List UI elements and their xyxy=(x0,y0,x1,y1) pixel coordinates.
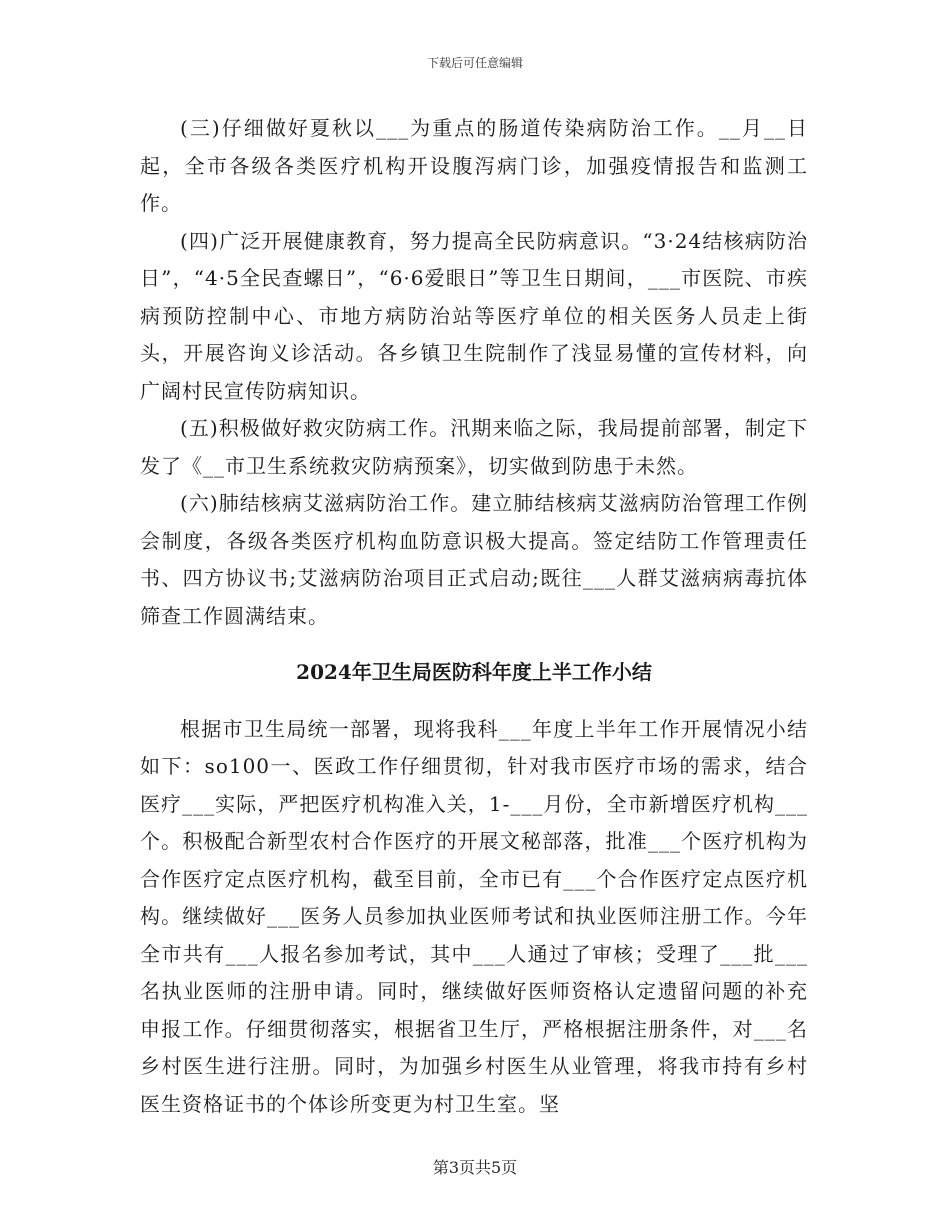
header-note: 下载后可任意编辑 xyxy=(426,56,523,70)
paragraph-wu: (五)积极做好救灾防病工作。汛期来临之际，我局提前部署，制定下发了《__市卫生系统救灾防病预案》，切实做到防患于未然。 xyxy=(140,416,808,478)
page-number: 第3页共5页 xyxy=(432,1158,518,1177)
paragraph-summary: 根据市卫生局统一部署，现将我科___年度上半年工作开展情况小结如下：so100一、医政工作仔细贯彻，针对我市医疗市场的需求，结合医疗___实际，严把医疗机构准入关，1-___月份，全市新增医疗机构___个。积极配合新型农村合作医疗的开展文秘部落，批准___个医疗机构为合作医疗定点医疗机构，截至目前，全市已有___个合作医疗定点医疗机构。继续做好___医务人员参加执业医师考试和执业医师注册工作。今年全市共有___人报名参加考试，其中___人通过了审核；受理了___批___名执业医师的注册申请。同时，继续做好医师资格认定遗留问题的补充申报工作。仔细贯彻落实，根据省卫生厅，严格根据注册条件，对___名乡村医生进行注册。同时，为加强乡村医生从业管理，将我市持有乡村医生资格证书的个体诊所变更为村卫生室。坚 xyxy=(140,716,808,1116)
section-title: 2024年卫生局医防科年度上半工作小结 xyxy=(296,660,652,684)
paragraph-liu: (六)肺结核病艾滋病防治工作。建立肺结核病艾滋病防治管理工作例会制度，各级各类医疗机构血防意识极大提高。签定结防工作管理责任书、四方协议书;艾滋病防治项目正式启动;既往___人群艾滋病病毒抗体筛查工作圆满结束。 xyxy=(140,491,808,628)
paragraph-si: (四)广泛开展健康教育，努力提高全民防病意识。“3·24结核病防治日”，“4·5全民查螺日”，“6·6爱眼日”等卫生日期间，___市医院、市疾病预防控制中心、市地方病防治站等医疗单位的相关医务人员走上街头，开展咨询义诊活动。各乡镇卫生院制作了浅显易懂的宣传材料，向广阔村民宣传防病知识。 xyxy=(140,228,808,403)
paragraph-san: (三)仔细做好夏秋以___为重点的肠道传染病防治工作。__月__日起，全市各级各类医疗机构开设腹泻病门诊，加强疫情报告和监测工作。 xyxy=(140,116,808,215)
document-body xyxy=(140,110,808,1123)
